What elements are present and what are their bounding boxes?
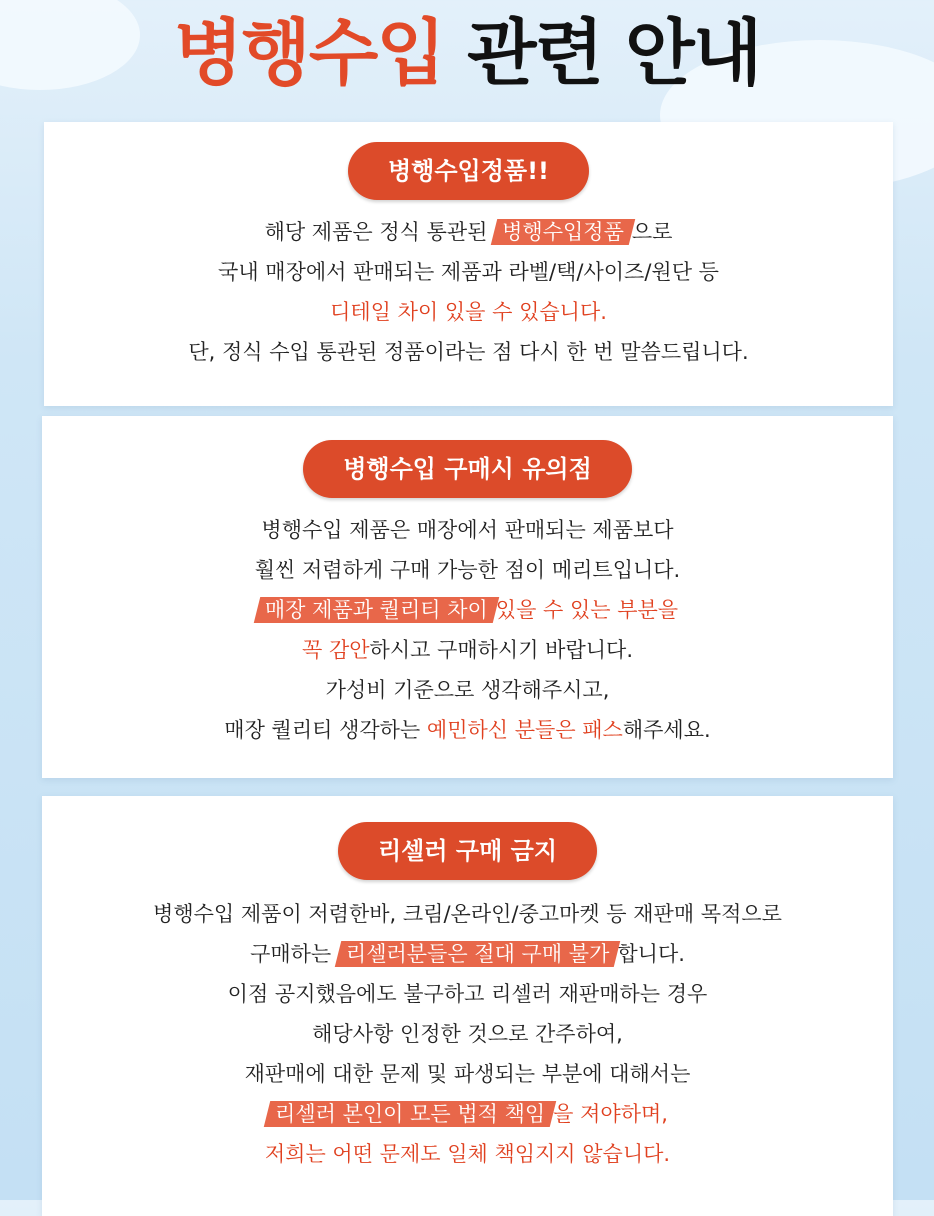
highlight-text: 병행수입정품	[494, 217, 632, 247]
page-title	[0, 8, 934, 98]
text-line: 이점 공지했음에도 불구하고 리셀러 재판매하는 경우	[227, 982, 708, 1006]
text-segment: 구매하는	[250, 942, 332, 966]
text-line: 병행수입 제품이 저렴한바, 크림/온라인/중고마켓 등 재판매 목적으로	[153, 902, 782, 926]
text-segment: 합니다.	[617, 942, 685, 966]
section-heading: 병행수입정품!!	[348, 142, 589, 200]
text-line	[42, 1094, 893, 1134]
red-text: 을 져야하며,	[553, 1102, 668, 1126]
red-text-line: 디테일 차이 있을 수 있습니다.	[330, 300, 607, 324]
section-heading: 병행수입 구매시 유의점	[303, 440, 632, 498]
text-segment: 해당 제품은 정식 통관된	[264, 220, 488, 244]
red-text: 예민하신 분들은 패스	[426, 718, 623, 742]
text-line	[42, 710, 893, 750]
text-line	[42, 590, 893, 630]
text-segment: 으로	[631, 220, 673, 244]
section-heading: 리셀러 구매 금지	[338, 822, 597, 880]
text-line	[42, 934, 893, 974]
notice-card-caution	[42, 416, 893, 778]
text-line	[42, 630, 893, 670]
text-line: 병행수입 제품은 매장에서 판매되는 제품보다	[261, 518, 674, 542]
red-text-line: 저희는 어떤 문제도 일체 책임지지 않습니다.	[264, 1142, 671, 1166]
highlight-text: 매장 제품과 퀄리티 차이	[257, 595, 496, 625]
text-line: 해당사항 인정한 것으로 간주하여,	[312, 1022, 623, 1046]
text-line	[44, 212, 893, 252]
text-line: 단, 정식 수입 통관된 정품이라는 점 다시 한 번 말씀드립니다.	[188, 340, 749, 364]
highlight-text: 리셀러분들은 절대 구매 불가	[338, 939, 617, 969]
text-segment: 해주세요.	[622, 718, 711, 742]
text-line: 훨씬 저렴하게 구매 가능한 점이 메리트입니다.	[254, 558, 681, 582]
text-line: 가성비 기준으로 생각해주시고,	[325, 678, 610, 702]
notice-card-reseller	[42, 796, 893, 1216]
red-text: 꼭 감안	[301, 638, 370, 662]
text-line: 재판매에 대한 문제 및 파생되는 부분에 대해서는	[244, 1062, 691, 1086]
text-line: 국내 매장에서 판매되는 제품과 라벨/택/사이즈/원단 등	[218, 260, 719, 284]
title-accent: 병행수입	[173, 11, 444, 95]
text-segment: 매장 퀄리티 생각하는	[224, 718, 421, 742]
red-text: 있을 수 있는 부분을	[495, 598, 679, 622]
notice-card-genuine	[44, 122, 893, 406]
highlight-text: 리셀러 본인이 모든 법적 책임	[267, 1099, 553, 1129]
title-rest: 관련 안내	[467, 11, 761, 95]
text-segment: 하시고 구매하시기 바랍니다.	[369, 638, 633, 662]
